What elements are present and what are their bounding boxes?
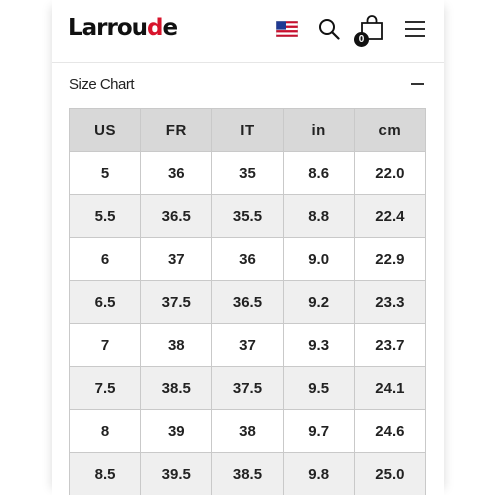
table-cell: 8 <box>70 410 141 453</box>
logo-text-main: Larrou <box>68 15 148 41</box>
table-cell: 22.4 <box>354 195 425 238</box>
table-cell: 23.7 <box>354 324 425 367</box>
table-row <box>70 410 426 453</box>
table-cell: 37.5 <box>212 367 283 410</box>
table-cell: 5.5 <box>70 195 141 238</box>
column-header-cm: cm <box>354 109 425 152</box>
site-header <box>52 0 444 62</box>
table-cell: 6 <box>70 238 141 281</box>
table-cell: 38 <box>212 410 283 453</box>
table-cell: 22.0 <box>354 152 425 195</box>
size-chart-title: Size Chart <box>69 76 135 93</box>
table-cell: 5 <box>70 152 141 195</box>
table-cell: 9.8 <box>283 453 354 495</box>
table-cell: 35 <box>212 152 283 195</box>
table-cell: 9.7 <box>283 410 354 453</box>
size-chart-table <box>69 108 426 495</box>
table-cell: 25.0 <box>354 453 425 495</box>
table-cell: 35.5 <box>212 195 283 238</box>
table-cell: 36 <box>141 152 212 195</box>
table-row <box>70 238 426 281</box>
size-chart-accordion-header[interactable] <box>68 72 426 96</box>
minus-icon[interactable] <box>411 83 424 85</box>
table-cell: 8.8 <box>283 195 354 238</box>
table-cell: 37 <box>141 238 212 281</box>
column-header-it: IT <box>212 109 283 152</box>
table-cell: 9.2 <box>283 281 354 324</box>
table-cell: 9.3 <box>283 324 354 367</box>
table-cell: 38.5 <box>212 453 283 495</box>
logo-text-end: e <box>162 15 178 41</box>
table-cell: 8.5 <box>70 453 141 495</box>
table-header-row <box>70 109 426 152</box>
table-cell: 9.5 <box>283 367 354 410</box>
table-row <box>70 281 426 324</box>
table-cell: 7.5 <box>70 367 141 410</box>
search-icon[interactable] <box>318 18 340 40</box>
table-cell: 24.6 <box>354 410 425 453</box>
header-divider <box>52 62 444 63</box>
table-cell: 36.5 <box>141 195 212 238</box>
brand-logo[interactable] <box>68 15 177 41</box>
column-header-in: in <box>283 109 354 152</box>
table-cell: 38 <box>141 324 212 367</box>
column-header-fr: FR <box>141 109 212 152</box>
table-cell: 38.5 <box>141 367 212 410</box>
menu-icon[interactable] <box>404 20 426 38</box>
us-flag-icon[interactable] <box>276 21 298 37</box>
table-cell: 23.3 <box>354 281 425 324</box>
logo-text-accent: d <box>147 15 163 41</box>
table-cell: 37.5 <box>141 281 212 324</box>
table-cell: 39.5 <box>141 453 212 495</box>
table-cell: 22.9 <box>354 238 425 281</box>
table-row <box>70 453 426 495</box>
table-cell: 24.1 <box>354 367 425 410</box>
table-cell: 36 <box>212 238 283 281</box>
cart-count-badge: 0 <box>354 32 369 47</box>
table-cell: 37 <box>212 324 283 367</box>
table-row <box>70 152 426 195</box>
table-cell: 7 <box>70 324 141 367</box>
table-row <box>70 324 426 367</box>
table-cell: 8.6 <box>283 152 354 195</box>
table-cell: 39 <box>141 410 212 453</box>
table-cell: 6.5 <box>70 281 141 324</box>
column-header-us: US <box>70 109 141 152</box>
table-row <box>70 195 426 238</box>
table-cell: 9.0 <box>283 238 354 281</box>
table-row <box>70 367 426 410</box>
page-frame <box>52 0 444 495</box>
table-cell: 36.5 <box>212 281 283 324</box>
